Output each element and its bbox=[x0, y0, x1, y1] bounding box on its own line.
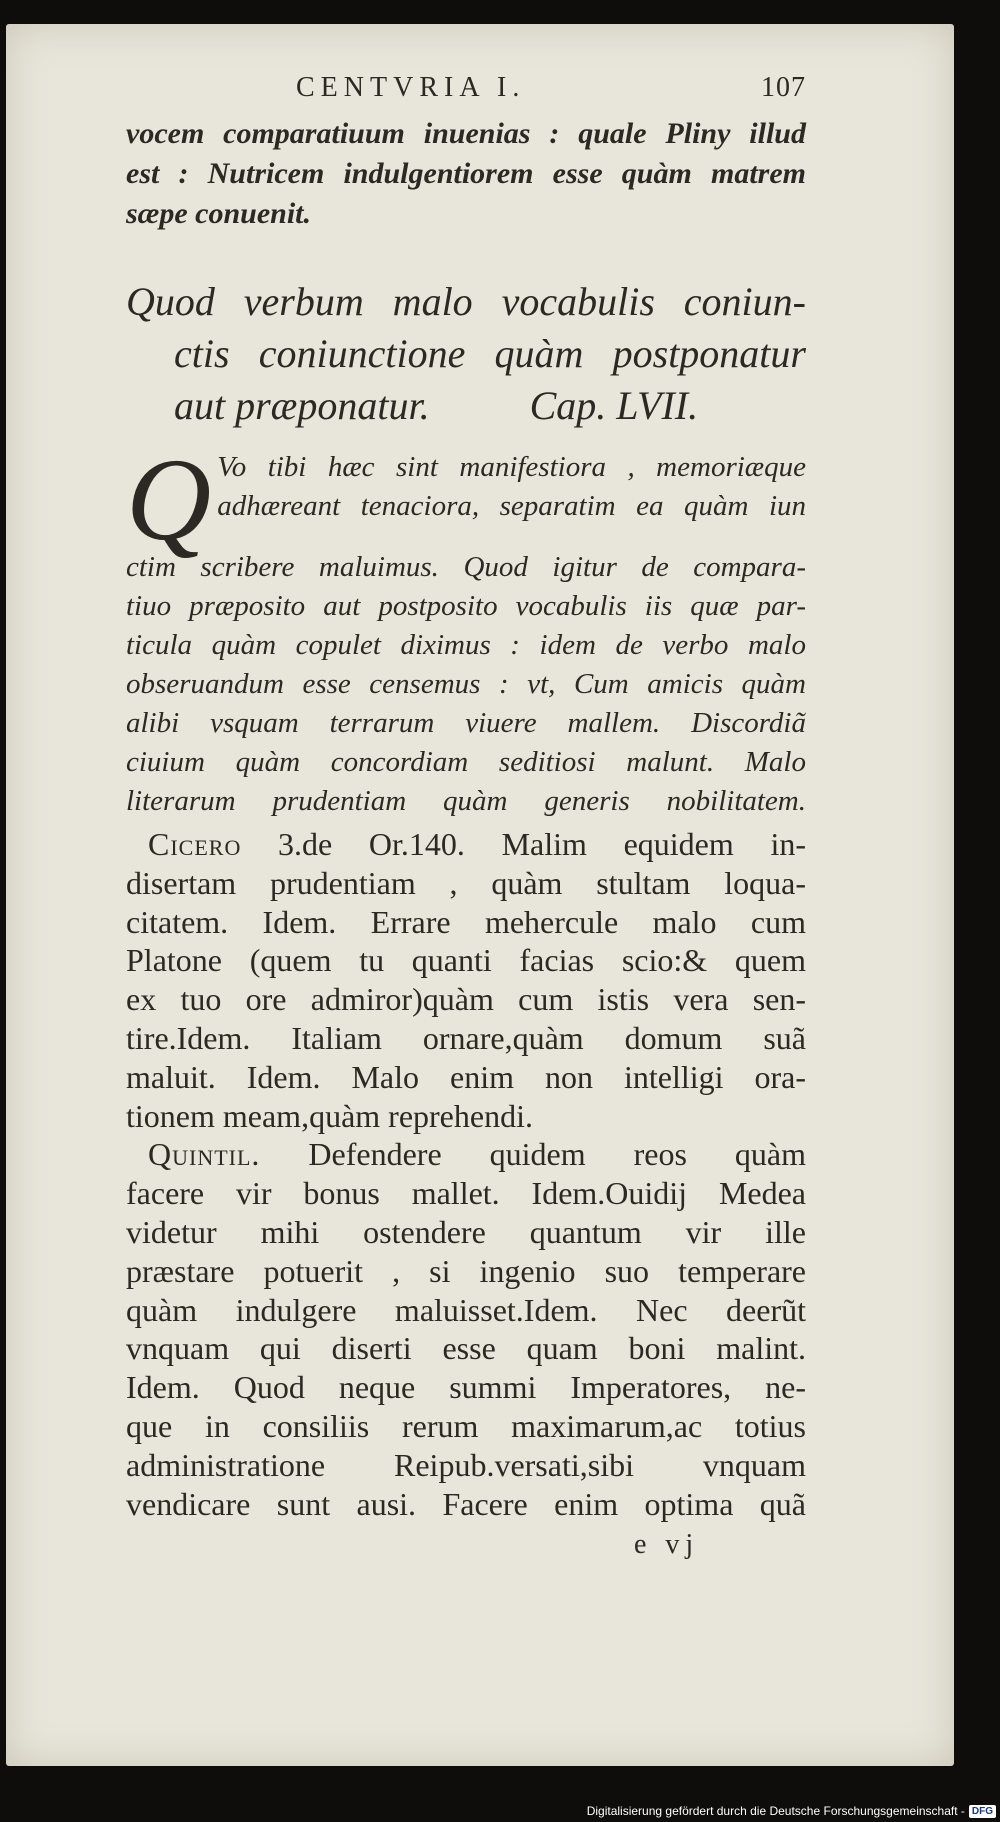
heading-line: Quod verbum malo vocabulis coniun- bbox=[126, 279, 806, 324]
chapter-number: Cap. LVII. bbox=[529, 383, 699, 428]
text-line: ex tuo ore admiror)quàm cum istis vera sen- bbox=[126, 981, 806, 1018]
text-line: Vo tibi hæc sint manifestiora , memoriæque bbox=[217, 451, 806, 483]
text-line: tionem meam,quàm reprehendi. bbox=[126, 1097, 533, 1134]
text-line: videtur mihi ostendere quantum vir ille bbox=[126, 1213, 806, 1250]
author-name: Cicero bbox=[148, 826, 242, 862]
text-line: ticula quàm copulet diximus : idem de verbo malo bbox=[126, 629, 806, 661]
heading-line-text: aut præponatur. bbox=[174, 383, 430, 428]
credit-text: Digitalisierung gefördert durch die Deutsche Forschungsgemeinschaft - bbox=[586, 1804, 965, 1818]
text-line: que in consiliis rerum maximarum,ac totius bbox=[126, 1407, 806, 1444]
text-line: Platone (quem tu quanti facias scio:& quem bbox=[126, 942, 806, 979]
running-title: CENTVRIA I. bbox=[296, 72, 526, 103]
cicero-paragraph bbox=[126, 825, 806, 1135]
text-line: vocem comparatiuum inuenias : quale Pliny illud bbox=[126, 117, 806, 150]
text-line: vendicare sunt ausi. Facere enim optima quã bbox=[126, 1485, 806, 1522]
page-text-block bbox=[126, 72, 806, 1561]
text-line: obseruandum esse censemus : vt, Cum amicis quàm bbox=[126, 668, 806, 700]
quintil-paragraph bbox=[126, 1135, 806, 1523]
text-line: literarum prudentiam quàm generis nobilitatem. bbox=[126, 785, 806, 817]
text-line: ciuium quàm concordiam seditiosi malunt. Malo bbox=[126, 746, 806, 778]
text-line bbox=[126, 1135, 806, 1174]
digitization-credit bbox=[587, 1804, 996, 1818]
text-line: tiuo præposito aut postposito vocabulis iis quæ par- bbox=[126, 590, 806, 622]
text-line: præstare potuerit , si ingenio suo temperare bbox=[126, 1252, 806, 1289]
heading-line bbox=[126, 380, 806, 432]
text-line: vnquam qui diserti esse quam boni malint. bbox=[126, 1330, 806, 1367]
signature-mark: e vj bbox=[634, 1529, 700, 1561]
dfg-logo: DFG bbox=[969, 1805, 996, 1818]
text-line: est : Nutricem indulgentiorem esse quàm matrem bbox=[126, 157, 806, 190]
text-line: sæpe conuenit. bbox=[126, 197, 312, 230]
text-line: ctim scribere maluimus. Quod igitur de compara- bbox=[126, 551, 806, 583]
page-number: 107 bbox=[761, 72, 806, 103]
text-line: disertam prudentiam , quàm stultam loqua- bbox=[126, 864, 806, 901]
text-line: administratione Reipub.versati,sibi vnquam bbox=[126, 1446, 806, 1483]
text-line: adhæreant tenaciora, separatim ea quàm iun bbox=[217, 490, 806, 522]
text-line: quàm indulgere maluisset.Idem. Nec deerũt bbox=[126, 1291, 806, 1328]
text-line: citatem. Idem. Errare mehercule malo cum bbox=[126, 903, 806, 940]
text-run: Defendere quidem reos quàm bbox=[260, 1136, 806, 1173]
chapter-body-italic bbox=[126, 434, 806, 821]
text-line: Idem. Quod neque summi Imperatores, ne- bbox=[126, 1369, 806, 1406]
drop-cap: Q bbox=[126, 434, 212, 565]
intro-paragraph bbox=[126, 114, 806, 234]
text-line: tire.Idem. Italiam ornare,quàm domum suã bbox=[126, 1019, 806, 1056]
chapter-heading bbox=[126, 276, 806, 432]
book-page bbox=[6, 24, 954, 1766]
running-head bbox=[126, 72, 806, 104]
text-line bbox=[126, 825, 806, 864]
heading-line: ctis coniunctione quàm postponatur bbox=[174, 331, 806, 376]
text-line: facere vir bonus mallet. Idem.Ouidij Medea bbox=[126, 1175, 806, 1212]
author-name: Quintil. bbox=[148, 1136, 261, 1173]
text-line: maluit. Idem. Malo enim non intelligi ora- bbox=[126, 1058, 806, 1095]
text-line: alibi vsquam terrarum viuere mallem. Discordiã bbox=[126, 707, 806, 739]
text-run: 3.de Or.140. Malim equidem in- bbox=[241, 826, 806, 862]
